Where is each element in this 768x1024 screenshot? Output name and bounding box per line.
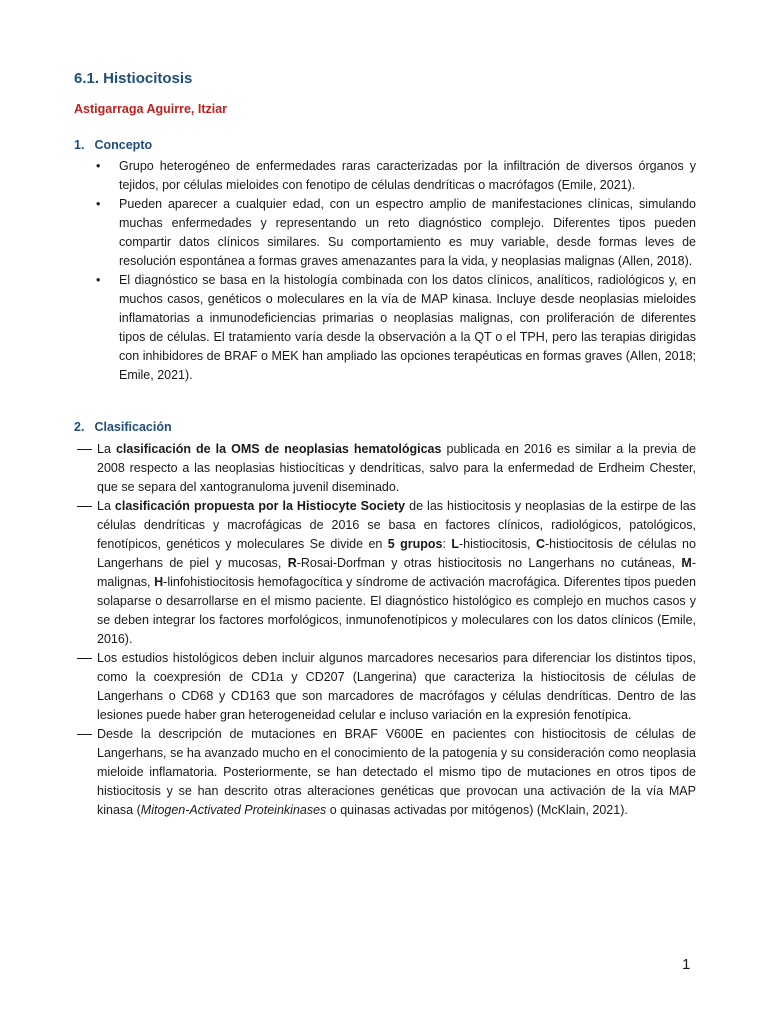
page-number: 1 xyxy=(682,956,691,973)
text-run: : xyxy=(442,537,452,551)
bold-text: clasificación de la OMS de neoplasias hematológicas xyxy=(115,442,442,456)
bold-text: clasificación propuesta por la Histiocyte Society xyxy=(114,499,406,513)
paragraph-text: El diagnóstico se basa en la histología combinada con los datos clínicos, analíticos, radiológicos y, en muchos casos, genéticos o moleculares en la vía de MAP kinasa. Incluye desde neoplasias mieloides inflamatorias a inmunodeficiencias primarias o neoplasias malignas, con proliferación de diferentes tipos de células. El tratamiento varía desde la observación a la QT o el TPH, pero las terapias dirigidas con inhibidores de BRAF o MEK han ampliado las opciones terapéuticas en formas graves (Allen, 2018; Emile, 2021). xyxy=(119,273,696,382)
bold-text: M xyxy=(681,556,692,570)
paragraph-text xyxy=(97,649,696,725)
document-title: 6.1. Histiocitosis xyxy=(74,70,193,87)
bold-text: H xyxy=(154,575,164,589)
bold-text: R xyxy=(287,556,297,570)
paragraph-text: Grupo heterogéneo de enfermedades raras caracterizadas por la infiltración de diversos órganos y tejidos, por células mieloides con fenotipo de células dendríticas o macrófagos (Emile, 2021). xyxy=(119,159,696,192)
italic-text: Mitogen-Activated Proteinkinases xyxy=(140,803,327,817)
bullet-dot-icon: • xyxy=(96,273,101,287)
section-title: Concepto xyxy=(94,138,153,152)
paragraph-text xyxy=(97,440,696,497)
text-run: -linfohistiocitosis hemofagocítica y síndrome de activación macrofágica. Diferentes tipos pueden solaparse o desarrollarse en el mismo paciente. El diagnóstico histológico es complejo en muchos casos y se deben integrar los factores morfológicos, inmunofenotípicos y moleculares con los datos clínicos (Emile, 2016). xyxy=(97,575,696,646)
text-run: o quinasas activadas por mitógenos) (McKlain, 2021). xyxy=(326,803,628,817)
bullet-dot-icon: • xyxy=(96,197,101,211)
section-heading-concepto xyxy=(74,138,152,152)
dash-bullet-icon xyxy=(77,449,92,450)
list-item xyxy=(74,649,696,725)
text-run: La xyxy=(97,442,116,456)
text-run: -Rosai-Dorfman y otras histiocitosis no Langerhans no cutáneas, xyxy=(296,556,682,570)
text-run: Los estudios histológicos deben incluir algunos marcadores necesarios para diferenciar los distintos tipos, como la coexpresión de CD1a y CD207 (Langerina) que caracteriza la histiocitosis de células de Langerhans o CD68 y CD163 que son marcadores de macrófagos y células dendríticas. Dentro de las lesiones puede haber gran heterogeneidad celular e incluso variación en la expresión fenotípica. xyxy=(97,651,696,722)
text-run: publicada en 2016 es similar a la previa de 2008 respecto a las neoplasias histiocíticas y dendríticas, salvo para la enfermedad de Erdheim Chester, que se separa del xantogranuloma juvenil diseminado. xyxy=(97,442,696,494)
paragraph-text xyxy=(97,725,696,820)
list-item xyxy=(74,497,696,649)
author-name: Astigarraga Aguirre, Itziar xyxy=(74,102,228,116)
dash-bullet-icon xyxy=(77,734,92,735)
list-item xyxy=(74,157,696,195)
text-run: -histiocitosis, xyxy=(458,537,536,551)
bold-text: L xyxy=(451,537,459,551)
bold-text: C xyxy=(535,537,545,551)
text-run: La xyxy=(97,499,115,513)
list-item xyxy=(74,440,696,497)
section-heading-clasificacion xyxy=(74,420,172,434)
section-title: Clasificación xyxy=(94,420,172,434)
text-run: Desde la descripción de mutaciones en BRAF V600E en pacientes con histiocitosis de células de Langerhans, se ha avanzado mucho en el conocimiento de la patogenia y su consideración como neoplasia mieloide inflamatoria. Posteriormente, se han detectado el mismo tipo de mutaciones en otros tipos de histiocitosis y se han descrito otras alteraciones genéticas que provocan una activación de la vía MAP kinasa ( xyxy=(97,727,696,817)
list-item xyxy=(74,271,696,385)
list-item xyxy=(74,725,696,820)
paragraph-text: Pueden aparecer a cualquier edad, con un espectro amplio de manifestaciones clínicas, simulando muchas enfermedades y representando un reto diagnóstico complejo. Diferentes tipos pueden compartir datos clínicos similares. Su comportamiento es muy variable, desde formas leves de resolución espontánea a formas graves amenazantes para la vida, y neoplasias malignas (Allen, 2018). xyxy=(119,197,696,268)
dash-bullet-icon xyxy=(77,506,92,507)
section-number: 1. xyxy=(74,138,85,152)
text-run: de las histiocitosis y neoplasias de la estirpe de las células dendríticas y macrofágicas de 2016 se basa en factores clínicos, radiológicos, patológicos, fenotípicos, genéticos y moleculares Se divide en xyxy=(97,499,696,551)
paragraph-text xyxy=(97,497,696,649)
list-item xyxy=(74,195,696,271)
bold-text: 5 grupos xyxy=(387,537,443,551)
bullet-dot-icon: • xyxy=(96,159,101,173)
dash-bullet-icon xyxy=(77,658,92,659)
text-run: -malignas, xyxy=(97,556,696,589)
section-number: 2. xyxy=(74,420,85,434)
text-run: -histiocitosis de células no Langerhans de piel y mucosas, xyxy=(97,537,696,570)
concepto-bullet-list xyxy=(74,157,696,385)
clasificacion-dash-list xyxy=(74,440,696,820)
